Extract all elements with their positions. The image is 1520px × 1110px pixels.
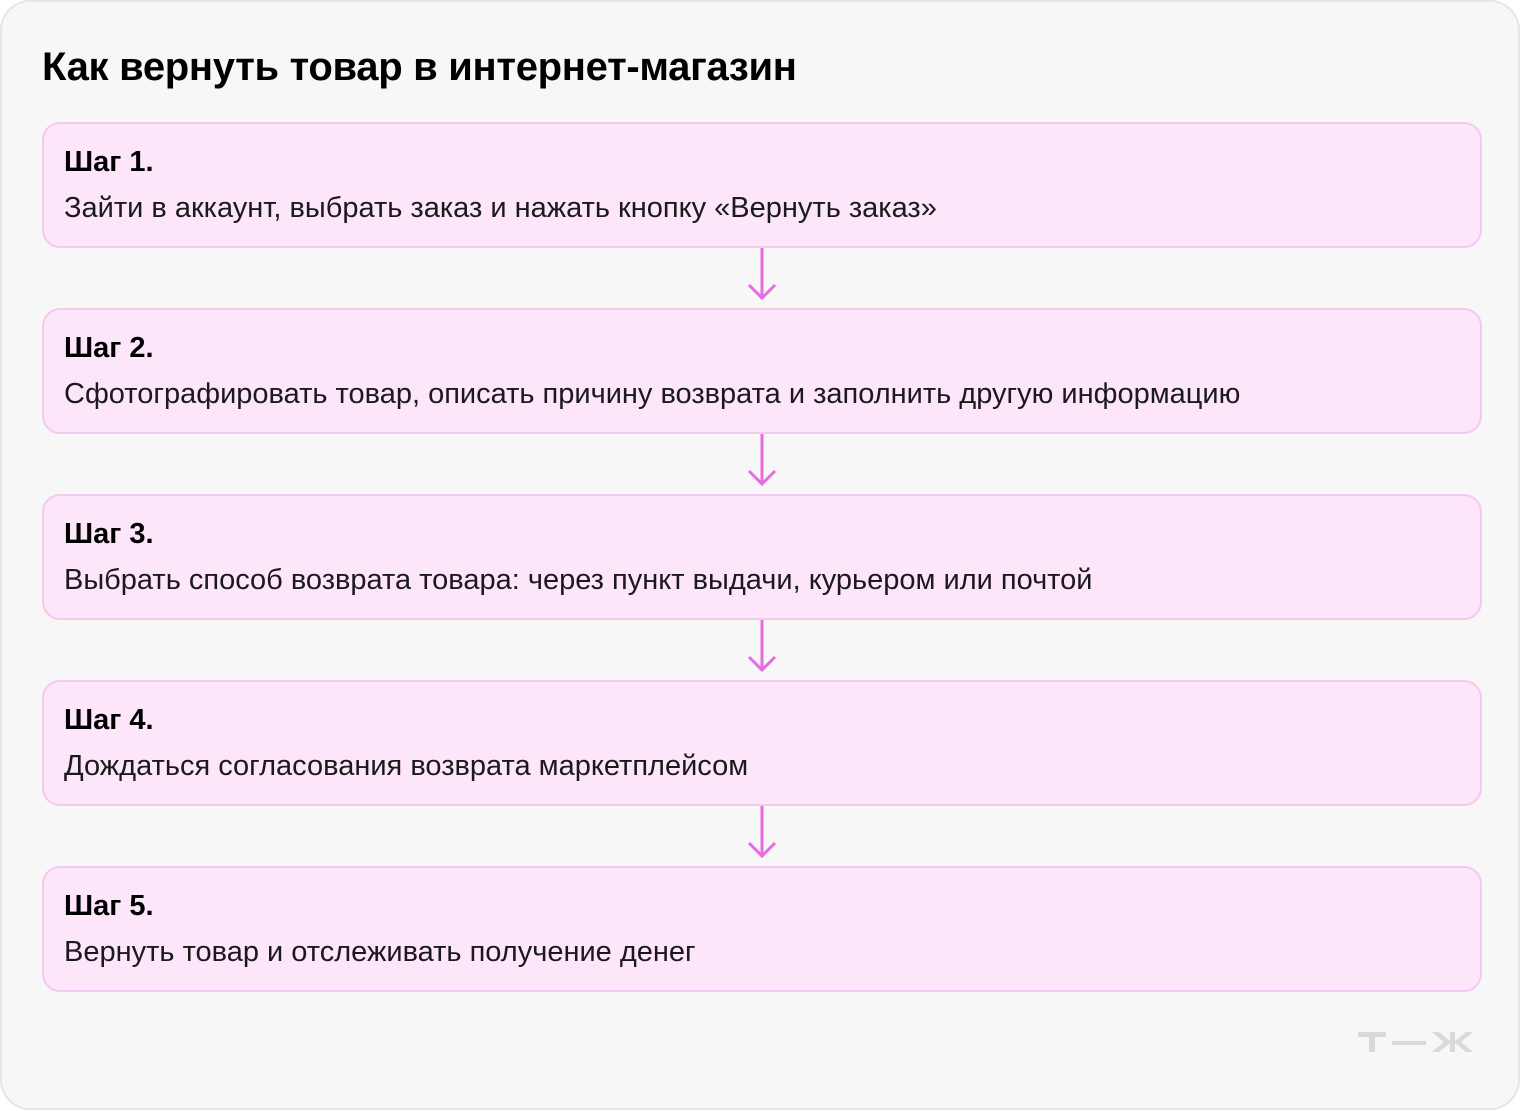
- step-box-5: [42, 866, 1482, 992]
- arrow-down-icon: [746, 620, 778, 680]
- step-label: Шаг 5.: [64, 890, 154, 922]
- step-label: Шаг 2.: [64, 332, 154, 364]
- tzh-logo: [1358, 1030, 1478, 1054]
- step-text: Зайти в аккаунт, выбрать заказ и нажать кнопку «Вернуть заказ»: [64, 192, 937, 224]
- connector: [42, 248, 1482, 308]
- step-label: Шаг 4.: [64, 704, 154, 736]
- step-box-1: [42, 122, 1482, 248]
- arrow-down-icon: [746, 806, 778, 866]
- page-title: Как вернуть товар в интернет-магазин: [42, 45, 797, 89]
- steps-flow: [42, 122, 1482, 992]
- arrow-down-icon: [746, 434, 778, 494]
- step-text: Сфотографировать товар, описать причину возврата и заполнить другую информацию: [64, 378, 1241, 410]
- step-label: Шаг 3.: [64, 518, 154, 550]
- step-label: Шаг 1.: [64, 146, 154, 178]
- step-box-4: [42, 680, 1482, 806]
- step-text: Вернуть товар и отслеживать получение денег: [64, 936, 696, 968]
- step-box-3: [42, 494, 1482, 620]
- step-text: Дождаться согласования возврата маркетплейсом: [64, 750, 749, 782]
- step-box-2: [42, 308, 1482, 434]
- arrow-down-icon: [746, 248, 778, 308]
- connector: [42, 620, 1482, 680]
- connector: [42, 806, 1482, 866]
- connector: [42, 434, 1482, 494]
- step-text: Выбрать способ возврата товара: через пункт выдачи, курьером или почтой: [64, 564, 1093, 596]
